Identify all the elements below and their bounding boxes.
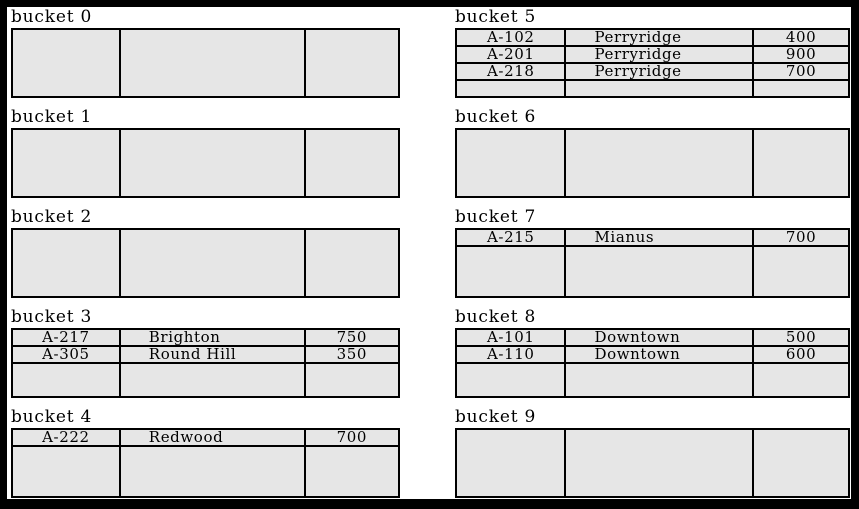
empty-branch-name-cell (121, 30, 306, 96)
bucket-record-row (13, 347, 398, 364)
bucket-column-right (455, 7, 850, 507)
empty-slot-area (457, 364, 848, 396)
bucket-table (455, 128, 850, 198)
balance-cell: 350 (306, 347, 398, 362)
empty-slot-area (457, 430, 848, 496)
balance-cell: 700 (754, 64, 848, 79)
account-number-cell: A-110 (457, 347, 566, 362)
branch-name-cell: Brighton (121, 330, 306, 345)
bucket-column-left (11, 7, 400, 507)
empty-slot-area (13, 30, 398, 96)
balance-cell: 400 (754, 30, 848, 45)
balance-cell: 700 (306, 430, 398, 445)
bucket-label: bucket 4 (11, 407, 93, 427)
empty-balance-cell (306, 30, 398, 96)
bucket-record-row (457, 30, 848, 47)
bucket-section (455, 307, 850, 407)
balance-cell: 700 (754, 230, 848, 245)
bucket-table (11, 228, 400, 298)
account-number-cell: A-215 (457, 230, 566, 245)
bucket-label: bucket 1 (11, 107, 93, 127)
empty-branch-name-cell (566, 430, 754, 496)
empty-balance-cell (754, 247, 848, 296)
bucket-section (11, 307, 400, 407)
empty-account-number-cell (13, 130, 121, 196)
empty-branch-name-cell (566, 364, 754, 396)
branch-name-cell: Downtown (566, 330, 754, 345)
account-number-cell: A-217 (13, 330, 121, 345)
empty-balance-cell (306, 447, 398, 496)
account-number-cell: A-305 (13, 347, 121, 362)
empty-slot-area (13, 447, 398, 496)
empty-account-number-cell (457, 130, 566, 196)
account-number-cell: A-222 (13, 430, 121, 445)
account-number-cell: A-218 (457, 64, 566, 79)
bucket-record-row (13, 330, 398, 347)
empty-branch-name-cell (121, 364, 306, 396)
bucket-section (11, 107, 400, 207)
bucket-section (455, 7, 850, 107)
empty-slot-area (457, 247, 848, 296)
branch-name-cell: Perryridge (566, 47, 754, 62)
empty-branch-name-cell (566, 130, 754, 196)
bucket-record-row (457, 230, 848, 247)
empty-slot-area (13, 364, 398, 396)
empty-slot-area (457, 130, 848, 196)
bucket-record-row (457, 347, 848, 364)
balance-cell: 900 (754, 47, 848, 62)
empty-account-number-cell (13, 447, 121, 496)
balance-cell: 600 (754, 347, 848, 362)
empty-branch-name-cell (121, 447, 306, 496)
bucket-table (11, 28, 400, 98)
empty-account-number-cell (457, 81, 566, 96)
bucket-table (11, 428, 400, 498)
empty-balance-cell (306, 364, 398, 396)
bucket-label: bucket 2 (11, 207, 93, 227)
bucket-label: bucket 6 (455, 107, 537, 127)
empty-balance-cell (306, 230, 398, 296)
balance-cell: 750 (306, 330, 398, 345)
branch-name-cell: Perryridge (566, 30, 754, 45)
bucket-label: bucket 5 (455, 7, 537, 27)
empty-branch-name-cell (566, 247, 754, 296)
branch-name-cell: Downtown (566, 347, 754, 362)
bucket-section (455, 207, 850, 307)
branch-name-cell: Perryridge (566, 64, 754, 79)
account-number-cell: A-201 (457, 47, 566, 62)
empty-account-number-cell (13, 364, 121, 396)
bucket-record-row (13, 430, 398, 447)
branch-name-cell: Round Hill (121, 347, 306, 362)
bucket-record-row (457, 330, 848, 347)
bucket-record-row (457, 47, 848, 64)
empty-account-number-cell (13, 30, 121, 96)
account-number-cell: A-101 (457, 330, 566, 345)
empty-account-number-cell (457, 364, 566, 396)
empty-account-number-cell (457, 430, 566, 496)
bucket-label: bucket 8 (455, 307, 537, 327)
empty-branch-name-cell (121, 230, 306, 296)
account-number-cell: A-102 (457, 30, 566, 45)
bucket-label: bucket 3 (11, 307, 93, 327)
empty-balance-cell (306, 130, 398, 196)
empty-branch-name-cell (566, 81, 754, 96)
bucket-section (11, 207, 400, 307)
empty-account-number-cell (13, 230, 121, 296)
bucket-section (11, 7, 400, 107)
empty-balance-cell (754, 364, 848, 396)
bucket-section (455, 107, 850, 207)
bucket-table (11, 128, 400, 198)
bucket-record-row (457, 64, 848, 81)
bucket-table (455, 328, 850, 398)
empty-balance-cell (754, 81, 848, 96)
branch-name-cell: Redwood (121, 430, 306, 445)
bucket-label: bucket 7 (455, 207, 537, 227)
branch-name-cell: Mianus (566, 230, 754, 245)
empty-balance-cell (754, 430, 848, 496)
bucket-label: bucket 9 (455, 407, 537, 427)
empty-balance-cell (754, 130, 848, 196)
empty-slot-area (13, 130, 398, 196)
empty-branch-name-cell (121, 130, 306, 196)
balance-cell: 500 (754, 330, 848, 345)
bucket-label: bucket 0 (11, 7, 93, 27)
empty-slot-area (13, 230, 398, 296)
bucket-table (455, 428, 850, 498)
empty-account-number-cell (457, 247, 566, 296)
bucket-section (455, 407, 850, 507)
diagram-canvas (7, 7, 851, 499)
bucket-table (455, 228, 850, 298)
bucket-section (11, 407, 400, 507)
bucket-table (455, 28, 850, 98)
empty-slot-area (457, 81, 848, 96)
bucket-table (11, 328, 400, 398)
